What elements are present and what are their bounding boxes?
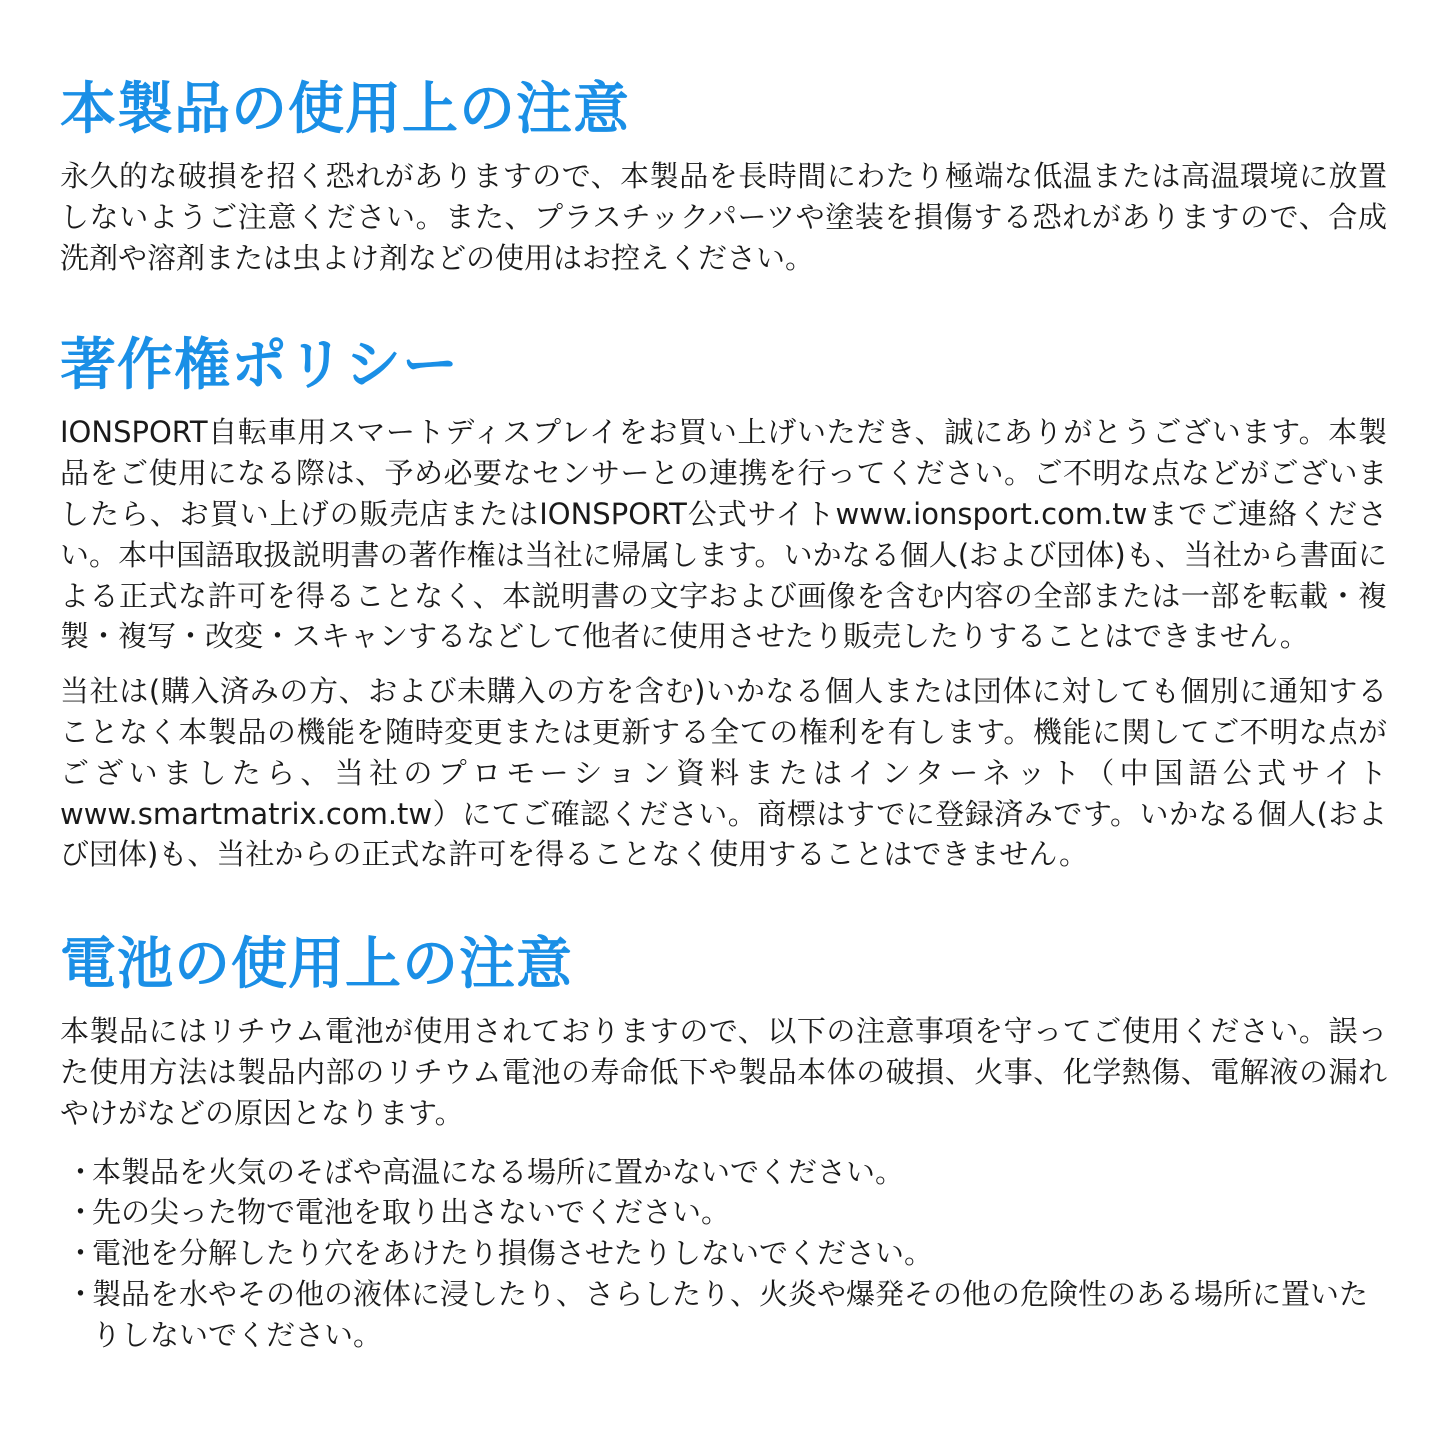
section-battery-caution: [60, 927, 1387, 1355]
bullet-mark: ・: [66, 1236, 96, 1271]
section-heading: 電池の使用上の注意: [60, 932, 573, 998]
section-paragraph: 当社は(購入済みの方、および未購入の方を含む)いかなる個人または団体に対しても個別に通知することなく本製品の機能を随時変更または更新する全ての権利を有します。機能に関してご不明な点がございましたら、当社のプロモーション資料またはインターネット（中国語公式サイトwww.smartmatrix.com.tw）にてご確認ください。商標はすでに登録済みです。いかなる個人(および団体)も、当社からの正式な許可を得ることなく使用することはできません。: [60, 674, 1387, 872]
section-paragraph: 永久的な破損を招く恐れがありますので、本製品を長時間にわたり極端な低温または高温環境に放置しないようご注意ください。また、プラスチックパーツや塗装を損傷する恐れがありますので、合成洗剤や溶剤または虫よけ剤などの使用はお控えください。: [60, 159, 1387, 275]
list-item-text: 先の尖った物で電池を取り出さないでください。: [92, 1195, 731, 1230]
section-product-usage-caution: [60, 72, 1387, 278]
section-copyright-policy: [60, 328, 1387, 875]
section-paragraph: 本製品にはリチウム電池が使用されておりますので、以下の注意事項を守ってご使用ください。誤った使用方法は製品内部のリチウム電池の寿命低下や製品本体の破損、火事、化学熱傷、電解液の漏れやけがなどの原因となります。: [60, 1014, 1387, 1130]
list-item: [60, 1192, 1387, 1233]
battery-caution-list: [60, 1152, 1387, 1356]
list-item: [60, 1274, 1387, 1356]
section-paragraph: IONSPORT自転車用スマートディスプレイをお買い上げいただき、誠にありがとうございます。本製品をご使用になる際は、予め必要なセンサーとの連携を行ってください。ご不明な点などがございましたら、お買い上げの販売店またはIONSPORT公式サイトwww.ionsport.com.twまでご連絡ください。本中国語取扱説明書の著作権は当社に帰属します。いかなる個人(および団体)も、当社から書面による正式な許可を得ることなく、本説明書の文字および画像を含む内容の全部または一部を転載・複製・複写・改変・スキャンするなどして他者に使用させたり販売したりすることはできません。: [60, 415, 1387, 654]
list-item-text: 本製品を火気のそばや高温になる場所に置かないでください。: [92, 1154, 905, 1189]
bullet-mark: ・: [66, 1154, 96, 1189]
list-item: [60, 1152, 1387, 1193]
list-item-text: 製品を水やその他の液体に浸したり、さらしたり、火炎や爆発その他の危険性のある場所に置いたりしないでください。: [92, 1276, 1369, 1352]
list-item: [60, 1233, 1387, 1274]
list-item-text: 電池を分解したり穴をあけたり損傷させたりしないでください。: [92, 1236, 934, 1271]
section-heading: 本製品の使用上の注意: [60, 77, 630, 142]
bullet-mark: ・: [66, 1276, 96, 1311]
section-heading: 著作権ポリシー: [60, 333, 459, 399]
bullet-mark: ・: [66, 1195, 96, 1230]
